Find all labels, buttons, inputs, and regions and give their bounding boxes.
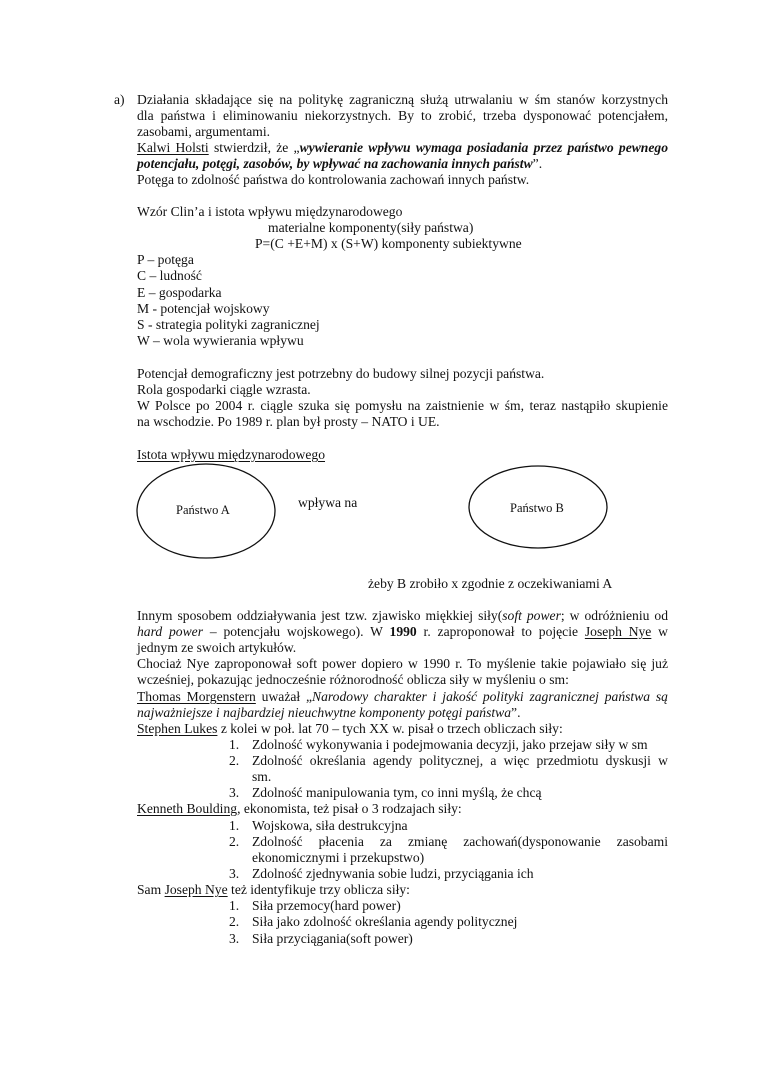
holsti-line-1 (137, 140, 668, 156)
author-boulding: Kenneth Boulding (137, 801, 238, 816)
list-number: 3. (229, 866, 240, 881)
node-b-label: Państwo B (510, 501, 564, 515)
author-morgenstern: Thomas Morgenstern (137, 689, 256, 704)
note-poland-2: na wschodzie. Po 1989 r. plan był prosty – NATO i UE. (137, 414, 440, 429)
author-nye: Joseph Nye (584, 624, 652, 639)
list-marker: a) (114, 92, 125, 107)
nye-intro (137, 882, 410, 898)
outcome-label: żeby B zrobiło x zgodnie z oczekiwaniami A (368, 576, 613, 591)
list-number: 1. (229, 737, 240, 752)
diagram-heading: Istota wpływu międzynarodowego (137, 447, 326, 462)
morgenstern-line-2 (137, 705, 520, 721)
list-item: Wojskowa, siła destrukcyjna (252, 818, 408, 833)
legend-item: P – potęga (137, 252, 194, 267)
text: też identyfikuje trzy oblicza siły: (227, 882, 410, 897)
author-holsti: Kalwi Holsti (137, 140, 209, 155)
softpower-line-3: jednym ze swoich artykułów. (137, 640, 297, 655)
list-item: Siła przyciągania(soft power) (252, 931, 413, 946)
list-number: 2. (229, 914, 240, 929)
list-number: 3. (229, 785, 240, 800)
text: r. zaproponował to pojęcie (416, 624, 585, 639)
text: Sam (137, 882, 165, 897)
relation-label: wpływa na (298, 495, 358, 510)
holsti-said: stwierdził, że „ (208, 140, 300, 155)
list-number: 2. (229, 834, 240, 849)
holsti-quote-2: potencjału, potęgi, zasobów, by wpływać na zachowania innych państw (137, 156, 533, 171)
list-item: Zdolność zjednywania sobie ludzi, przyciągania ich (252, 866, 534, 881)
boulding-intro (137, 801, 462, 817)
author-nye: Joseph Nye (164, 882, 228, 897)
legend-item: C – ludność (137, 268, 202, 283)
softpower-line-4: Chociaż Nye zaproponował soft power dopiero w 1990 r. To myślenie takie pojawiało się już (137, 656, 668, 671)
list-item: Siła jako zdolność określania agendy politycznej (252, 914, 518, 929)
text: , ekonomista, też pisał o 3 rodzajach siły: (237, 801, 462, 816)
author-lukes: Stephen Lukes (137, 721, 218, 736)
intro-line-3: zasobami, argumentami. (137, 124, 271, 139)
legend-item: S - strategia polityki zagranicznej (137, 317, 320, 332)
list-number: 3. (229, 931, 240, 946)
list-item-cont: ekonomicznymi i przekupstwo) (252, 850, 425, 865)
legend-item: W – wola wywierania wpływu (137, 333, 304, 348)
list-number: 2. (229, 753, 240, 768)
text: – potencjału wojskowego). W (203, 624, 390, 639)
text: ”. (511, 705, 521, 720)
year-1990: 1990 (389, 624, 417, 639)
lukes-intro (137, 721, 563, 737)
holsti-line-2 (137, 156, 542, 172)
node-a-label: Państwo A (176, 503, 230, 517)
softpower-line-5: wcześniej, pokazując jednocześnie różnorodność oblicza siły w myśleniu o sm: (137, 672, 569, 687)
intro-line-2: dla państwa i eliminowaniu niekorzystnych. By to zrobić, trzeba dysponować potencjałem, (137, 108, 668, 123)
potega-definition: Potęga to zdolność państwa do kontrolowania zachowań innych państw. (137, 172, 530, 187)
morgenstern-quote-2: najważniejsze i najbardziej nieuchwytne komponenty potęgi państwa (137, 705, 512, 720)
list-number: 1. (229, 898, 240, 913)
list-item: Zdolność płacenia za zmianę zachowań(dysponowanie zasobami (252, 834, 668, 849)
cline-material: materialne komponenty(siły państwa) (268, 220, 474, 235)
morgenstern-quote-1: Narodowy charakter i jakość polityki zagranicznej państwa są (312, 689, 668, 704)
text: ; w odróżnieniu od (560, 608, 669, 623)
morgenstern-line-1 (137, 689, 668, 705)
term-hard-power: hard power (137, 624, 203, 639)
cline-formula: P=(C +E+M) x (S+W) komponenty subiektywne (255, 236, 522, 251)
softpower-line-2 (137, 624, 668, 640)
text: z kolei w poł. lat 70 – tych XX w. pisał o trzech obliczach siły: (217, 721, 563, 736)
list-number: 1. (229, 818, 240, 833)
legend-item: E – gospodarka (137, 285, 222, 300)
legend-item: M - potencjał wojskowy (137, 301, 270, 316)
list-item: Siła przemocy(hard power) (252, 898, 401, 913)
text: uważał „ (255, 689, 313, 704)
term-soft-power: soft power (502, 608, 561, 623)
softpower-line-1 (137, 608, 668, 624)
note-poland-1: W Polsce po 2004 r. ciągle szuka się pomysłu na zaistnienie w śm, teraz nastąpiło skupienie (137, 398, 668, 413)
text: w (651, 624, 668, 639)
intro-line-1: Działania składające się na politykę zagraniczną służą utrwalaniu w śm stanów korzystnych (137, 92, 668, 107)
list-item: Zdolność manipulowania tym, co inni myślą, że chcą (252, 785, 542, 800)
text: Innym sposobem oddziaływania jest tzw. zjawisko miękkiej siły( (137, 608, 503, 623)
holsti-quote-1: wywieranie wpływu wymaga posiadania przez państwo pewnego (299, 140, 668, 155)
holsti-end: ”. (532, 156, 543, 171)
note-economy: Rola gospodarki ciągle wzrasta. (137, 382, 311, 397)
cline-heading: Wzór Clin’a i istota wpływu międzynarodowego (137, 204, 403, 219)
list-item: Zdolność określania agendy politycznej, a więc przedmiotu dyskusji w (252, 753, 668, 768)
list-item: Zdolność wykonywania i podejmowania decyzji, jako przejaw siły w sm (252, 737, 648, 752)
list-item-cont: sm. (252, 769, 272, 784)
note-demographic: Potencjał demograficzny jest potrzebny do budowy silnej pozycji państwa. (137, 366, 545, 381)
